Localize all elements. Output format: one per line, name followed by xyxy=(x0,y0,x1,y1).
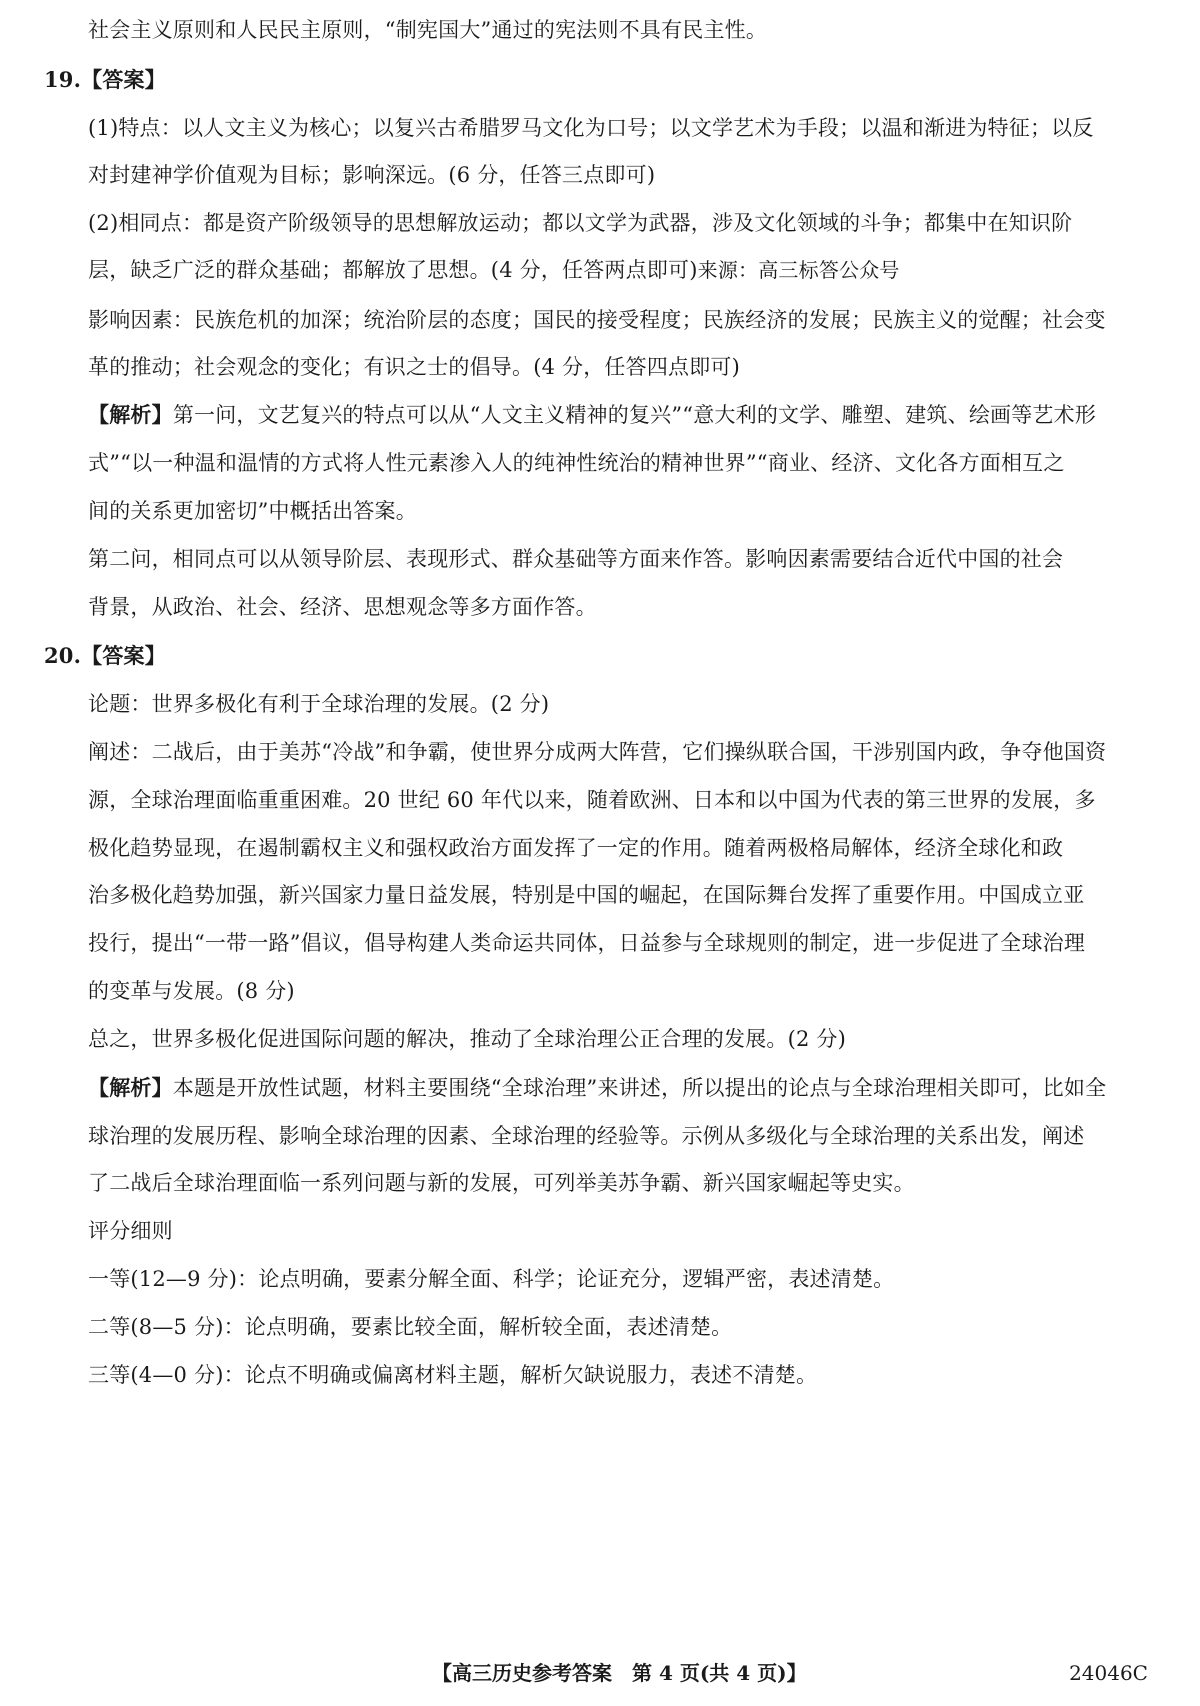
footer-code: 24046C xyxy=(1069,1661,1148,1685)
text-line: 影响因素：民族危机的加深；统治阶层的态度；国民的接受程度；民族经济的发展；民族主义的觉醒；社会变 xyxy=(88,308,1106,332)
text-line: 间的关系更加密切”中概括出答案。 xyxy=(88,499,417,523)
text-line-with-source xyxy=(88,256,1148,284)
analysis-line xyxy=(88,1074,1148,1102)
text-line: 对封建神学价值观为目标；影响深远。(6 分，任答三点即可) xyxy=(88,163,656,187)
text-line: 论题：世界多极化有利于全球治理的发展。(2 分) xyxy=(88,692,550,716)
text-line: 了二战后全球治理面临一系列问题与新的发展，可列举美苏争霸、新兴国家崛起等史实。 xyxy=(88,1171,915,1195)
scoring-level-1: 一等(12—9 分)：论点明确，要素分解全面、科学；论证充分，逻辑严密，表述清楚。 xyxy=(88,1267,895,1291)
scoring-heading: 评分细则 xyxy=(88,1219,173,1243)
text-line: 投行，提出“一带一路”倡议，倡导构建人类命运共同体，日益参与全球规则的制定，进一步促进了全球治理 xyxy=(88,931,1086,955)
text-line: 治多极化趋势加强，新兴国家力量日益发展，特别是中国的崛起，在国际舞台发挥了重要作用。中国成立亚 xyxy=(88,883,1085,907)
text-line: (2)相同点：都是资产阶级领导的思想解放运动；都以文学为武器，涉及文化领域的斗争；都集中在知识阶 xyxy=(88,211,1073,235)
text-segment: 层，缺乏广泛的群众基础；都解放了思想。(4 分，任答两点即可) xyxy=(88,258,698,282)
analysis-tag: 【解析】 xyxy=(88,1075,173,1100)
text-segment: 本题是开放性试题，材料主要围绕“全球治理”来讲述，所以提出的论点与全球治理相关即可，比如全 xyxy=(172,1076,1107,1100)
text-line: 源，全球治理面临重重困难。20 世纪 60 年代以来，随着欧洲、日本和以中国为代表的第三世界的发展，多 xyxy=(88,788,1096,812)
text-line: 第二问，相同点可以从领导阶层、表现形式、群众基础等方面来作答。影响因素需要结合近代中国的社会 xyxy=(88,547,1064,571)
text-line: 的变革与发展。(8 分) xyxy=(88,979,295,1003)
question-20-heading: 20.【答案】 xyxy=(44,643,166,668)
text-line: 式”“以一种温和温情的方式将人性元素渗入人的纯神性统治的精神世界”“商业、经济、文化各方面相互之 xyxy=(88,451,1065,475)
scoring-level-3: 三等(4—0 分)：论点不明确或偏离材料主题，解析欠缺说服力，表述不清楚。 xyxy=(88,1363,818,1387)
scoring-level-2: 二等(8—5 分)：论点明确，要素比较全面，解析较全面，表述清楚。 xyxy=(88,1315,733,1339)
text-line: 极化趋势显现，在遏制霸权主义和强权政治方面发挥了一定的作用。随着两极格局解体，经济全球化和政 xyxy=(88,836,1064,860)
text-line: (1)特点：以人文主义为核心；以复兴古希腊罗马文化为口号；以文学艺术为手段；以温和渐进为特征；以反 xyxy=(88,116,1094,140)
analysis-tag: 【解析】 xyxy=(88,402,173,427)
source-note: 来源：高三标答公众号 xyxy=(697,258,900,282)
text-line: 背景，从政治、社会、经济、思想观念等多方面作答。 xyxy=(88,595,597,619)
text-line: 总之，世界多极化促进国际问题的解决，推动了全球治理公正合理的发展。(2 分) xyxy=(88,1027,847,1051)
text-line: 阐述：二战后，由于美苏“冷战”和争霸，使世界分成两大阵营，它们操纵联合国，干涉别国内政，争夺他国资 xyxy=(88,740,1107,764)
text-line: 社会主义原则和人民民主原则，“制宪国大”通过的宪法则不具有民主性。 xyxy=(88,18,768,42)
text-line: 球治理的发展历程、影响全球治理的因素、全球治理的经验等。示例从多级化与全球治理的关系出发，阐述 xyxy=(88,1124,1085,1148)
page-footer xyxy=(0,1658,1200,1688)
question-19-heading: 19.【答案】 xyxy=(44,67,166,92)
text-segment: 第一问，文艺复兴的特点可以从“人文主义精神的复兴”“意大利的文学、雕塑、建筑、绘画等艺术形 xyxy=(172,403,1097,427)
text-line: 革的推动；社会观念的变化；有识之士的倡导。(4 分，任答四点即可) xyxy=(88,355,741,379)
footer-title: 【高三历史参考答案 第 4 页(共 4 页)】 xyxy=(432,1661,807,1685)
analysis-line xyxy=(88,401,1148,429)
